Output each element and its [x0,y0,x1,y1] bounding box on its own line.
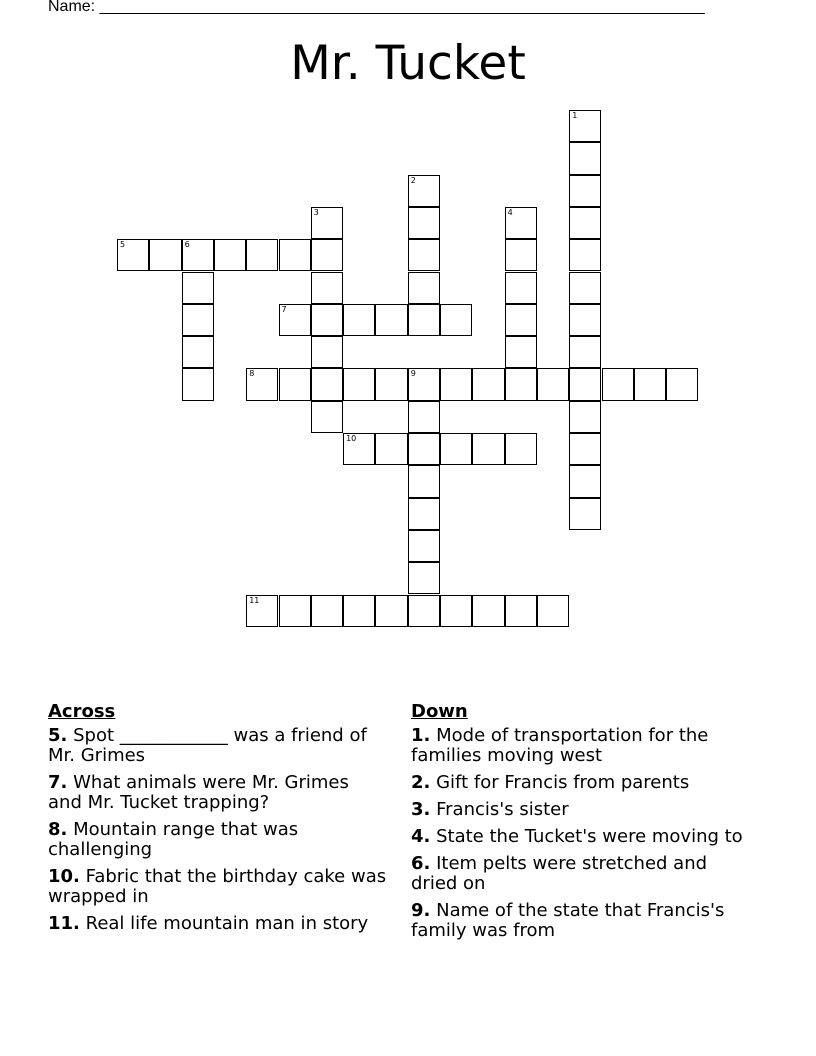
grid-cell[interactable] [343,304,375,336]
clue-number: 7. [48,772,68,793]
clue-text: State the Tucket's were moving to [436,826,743,847]
grid-cell[interactable] [408,239,440,271]
across-heading: Across [48,701,116,722]
clue-across-10 [48,867,388,907]
grid-cell[interactable] [408,498,440,530]
grid-cell[interactable] [408,530,440,562]
clue-across-11 [48,914,388,934]
grid-cell[interactable] [602,368,634,400]
grid-cell[interactable] [214,239,246,271]
grid-cell[interactable] [311,368,343,400]
grid-cell[interactable] [505,595,537,627]
clue-text: Spot ____________ was a friend of Mr. Grimes [48,725,367,766]
grid-cell[interactable] [246,368,278,400]
grid-cell[interactable] [569,110,601,142]
grid-cell[interactable] [569,207,601,239]
grid-cell[interactable] [569,175,601,207]
clue-number: 2. [411,772,431,793]
grid-cell[interactable] [505,304,537,336]
grid-cell[interactable] [408,433,440,465]
clue-number: 10. [48,866,80,887]
grid-cell[interactable] [537,595,569,627]
grid-cell[interactable] [569,368,601,400]
grid-cell[interactable] [505,272,537,304]
grid-cell[interactable] [408,401,440,433]
grid-cell[interactable] [311,207,343,239]
grid-cell[interactable] [311,336,343,368]
grid-cell[interactable] [375,433,407,465]
grid-cell[interactable] [149,239,181,271]
clue-number: 4. [411,826,431,847]
clue-text: Gift for Francis from parents [436,772,690,793]
grid-cell[interactable] [246,239,278,271]
grid-cell[interactable] [440,595,472,627]
clue-number: 9. [411,900,431,921]
clue-number-label: 6 [184,240,190,250]
grid-cell[interactable] [569,304,601,336]
clue-text: Francis's sister [436,799,569,820]
clue-number: 3. [411,799,431,820]
clue-number: 6. [411,853,431,874]
grid-cell[interactable] [343,595,375,627]
grid-cell[interactable] [569,272,601,304]
grid-cell[interactable] [343,368,375,400]
clue-number-label: 11 [249,595,260,605]
grid-cell[interactable] [440,304,472,336]
clue-number: 11. [48,913,80,934]
grid-cell[interactable] [182,336,214,368]
grid-cell[interactable] [408,368,440,400]
grid-cell[interactable] [117,239,149,271]
grid-cell[interactable] [408,304,440,336]
clue-number: 5. [48,725,68,746]
grid-cell[interactable] [472,368,504,400]
clue-number-label: 7 [281,304,287,314]
clue-down-9 [411,901,756,941]
grid-cell[interactable] [182,304,214,336]
clue-number-label: 5 [120,240,126,250]
clue-text: Mode of transportation for the families moving west [411,725,709,766]
grid-cell[interactable] [279,239,311,271]
clue-number-label: 4 [507,207,513,217]
grid-cell[interactable] [569,401,601,433]
grid-cell[interactable] [569,336,601,368]
grid-cell[interactable] [408,465,440,497]
clue-down-6 [411,854,756,894]
clue-down-3 [411,800,756,820]
grid-cell[interactable] [408,207,440,239]
grid-cell[interactable] [279,368,311,400]
clue-across-5 [48,726,388,766]
clue-across-8 [48,820,388,860]
grid-cell[interactable] [569,433,601,465]
grid-cell[interactable] [569,465,601,497]
grid-cell[interactable] [279,595,311,627]
grid-cell[interactable] [472,595,504,627]
grid-cell[interactable] [182,239,214,271]
grid-cell[interactable] [440,368,472,400]
grid-cell[interactable] [408,562,440,594]
clue-text: What animals were Mr. Grimes and Mr. Tucket trapping? [48,772,349,813]
grid-cell[interactable] [569,142,601,174]
grid-cell[interactable] [182,368,214,400]
clue-down-4 [411,827,756,847]
clue-text: Mountain range that was challenging [48,819,299,860]
clue-down-1 [411,726,756,766]
grid-cell[interactable] [343,433,375,465]
grid-cell[interactable] [569,239,601,271]
clue-number-label: 10 [346,434,357,443]
clue-number-label: 1 [572,111,578,120]
grid-cell[interactable] [408,595,440,627]
grid-cell[interactable] [634,368,666,400]
grid-cell[interactable] [375,368,407,400]
grid-cell[interactable] [505,207,537,239]
grid-cell[interactable] [505,239,537,271]
grid-cell[interactable] [569,498,601,530]
clue-number: 8. [48,819,68,840]
clue-number-label: 3 [313,207,319,217]
grid-cell[interactable] [408,175,440,207]
grid-cell[interactable] [375,304,407,336]
clue-text: Name of the state that Francis's family was from [411,900,725,941]
grid-cell[interactable] [311,239,343,271]
grid-cell[interactable] [375,595,407,627]
clue-down-2 [411,773,756,793]
grid-cell[interactable] [537,368,569,400]
grid-cell[interactable] [311,401,343,433]
grid-cell[interactable] [472,433,504,465]
clue-text: Real life mountain man in story [85,913,369,934]
down-clues [411,702,756,948]
grid-cell[interactable] [279,304,311,336]
grid-cell[interactable] [311,595,343,627]
clue-number-label: 9 [410,369,416,379]
clue-across-7 [48,773,388,813]
clue-number: 1. [411,725,431,746]
clue-text: Fabric that the birthday cake was wrapped in [48,866,387,907]
name-field[interactable]: Name: ____________________________________________________________________ [48,0,705,15]
grid-cell[interactable] [311,272,343,304]
across-clues [48,702,388,941]
down-heading: Down [411,701,468,722]
grid-cell[interactable] [505,368,537,400]
grid-cell[interactable] [505,336,537,368]
grid-cell[interactable] [408,272,440,304]
clue-number-label: 8 [249,369,255,379]
grid-cell[interactable] [182,272,214,304]
grid-cell[interactable] [666,368,698,400]
grid-cell[interactable] [246,595,278,627]
grid-cell[interactable] [440,433,472,465]
grid-cell[interactable] [311,304,343,336]
grid-cell[interactable] [505,433,537,465]
clue-text: Item pelts were stretched and dried on [411,853,708,894]
page-title: Mr. Tucket [290,36,526,91]
clue-number-label: 2 [410,175,416,185]
